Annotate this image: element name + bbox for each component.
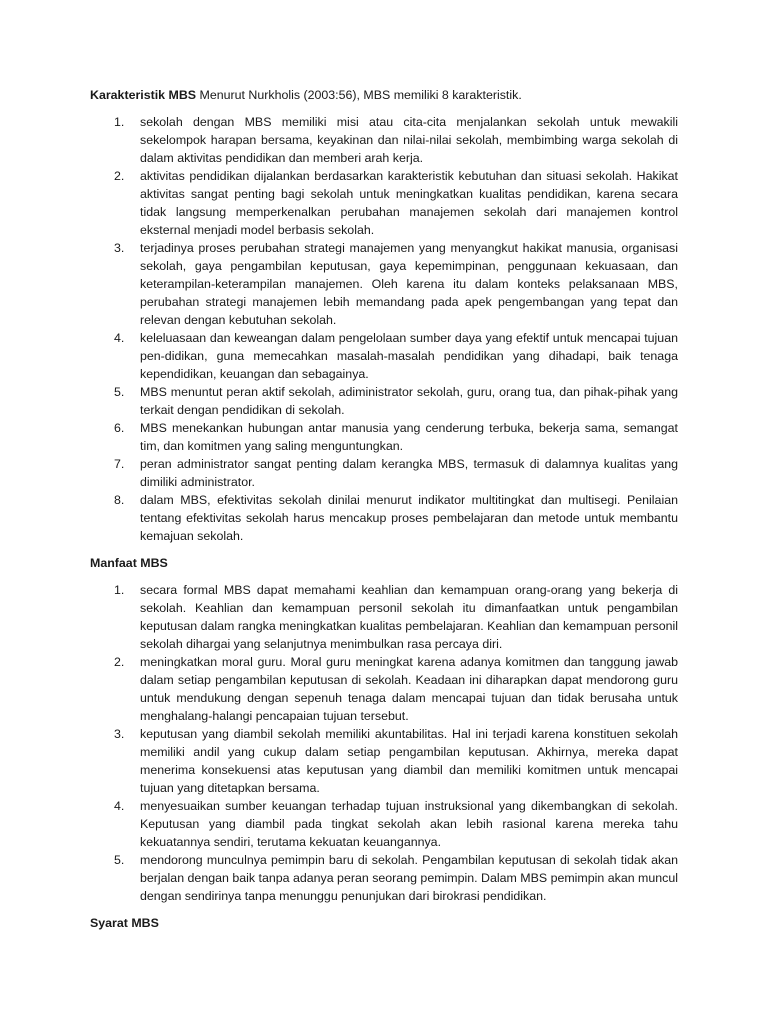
list-number: 1. [114,115,125,129]
list-number: 8. [114,493,125,507]
list-item [90,329,678,383]
list-number: 6. [114,421,125,435]
list-text: menyesuaikan sumber keuangan terhadap tujuan instruksional yang dikembangkan di sekolah. Keputusan yang diambil pada tingkat sekolah akan lebih rasional karena mereka tahu kekuatannya sendiri, terutama kekuatan keuangannya. [140,799,678,849]
list-item [90,491,678,545]
list-item [90,383,678,419]
list-text: sekolah dengan MBS memiliki misi atau cita-cita menjalankan sekolah untuk mewakili sekelompok harapan bersama, keyakinan dan nilai-nilai sekolah, membimbing warga sekolah di dalam aktivitas pendidikan dan memberi arah kerja. [140,115,678,165]
list-item [90,851,678,905]
list-item [90,419,678,455]
list-text: MBS menuntut peran aktif sekolah, adiministrator sekolah, guru, orang tua, dan pihak-pihak yang terkait dengan pendidikan di sekolah. [140,385,678,417]
list-number: 5. [114,853,125,867]
manfaat-list [90,581,678,905]
list-number: 4. [114,331,125,345]
list-number: 3. [114,727,125,741]
list-number: 2. [114,655,125,669]
list-item [90,581,678,653]
list-item [90,653,678,725]
list-text: meningkatkan moral guru. Moral guru meningkat karena adanya komitmen dan tanggung jawab dalam setiap pengambilan keputusan di sekolah. Keadaan ini diharapkan dapat mendorong guru untuk mendukung dengan sepenuh tenaga dalam mencapai tujuan dan tidak berusaha untuk menghalang-halangi pencapaian tujuan tersebut. [140,655,678,723]
list-text: peran administrator sangat penting dalam kerangka MBS, termasuk di dalamnya kualitas yang dimiliki administrator. [140,457,678,489]
list-text: aktivitas pendidikan dijalankan berdasarkan karakteristik kebutuhan dan situasi sekolah. Hakikat aktivitas sangat penting bagi sekolah untuk meningkatkan kualitas pendidikan, karena secara tidak langsung memperkenalkan perubahan manajemen sekolah dari manajemen kontrol eksternal menjadi model berbasis sekolah. [140,169,678,237]
list-item [90,239,678,329]
list-number: 7. [114,457,125,471]
list-item [90,113,678,167]
list-number: 3. [114,241,125,255]
list-number: 2. [114,169,125,183]
section-title-manfaat: Manfaat MBS [90,556,168,570]
karakteristik-list [90,113,678,545]
intro-text: Menurut Nurkholis (2003:56), MBS memiliki 8 karakteristik. [196,88,522,102]
list-item [90,167,678,239]
list-text: secara formal MBS dapat memahami keahlian dan kemampuan orang-orang yang bekerja di sekolah. Keahlian dan kemampuan personil sekolah itu dimanfaatkan untuk pengambilan keputusan dalam rangka meningkatkan kualitas pembelajaran. Keahlian dan kemampuan personil sekolah dihargai yang selanjutnya menimbulkan rasa percaya diri. [140,583,678,651]
list-number: 4. [114,799,125,813]
list-number: 5. [114,385,125,399]
list-item [90,725,678,797]
list-item [90,797,678,851]
list-text: keleluasaan dan keweangan dalam pengelolaan sumber daya yang efektif untuk mencapai tujuan pen-didikan, guna memecahkan masalah-masalah pendidikan yang dihadapi, baik tenaga kependidikan, keuangan dan sebagainya. [140,331,678,381]
list-text: dalam MBS, efektivitas sekolah dinilai menurut indikator multitingkat dan multisegi. Penilaian tentang efektivitas sekolah harus mencakup proses pembelajaran dan metode untuk membantu kemajuan sekolah. [140,493,678,543]
section-title-syarat: Syarat MBS [90,916,159,930]
list-number: 1. [114,583,125,597]
list-text: keputusan yang diambil sekolah memiliki akuntabilitas. Hal ini terjadi karena konstituen sekolah memiliki andil yang cukup dalam setiap pengambilan keputusan. Akhirnya, mereka dapat menerima konsekuensi atas keputusan yang diambil dan memiliki komitmen untuk mencapai tujuan yang ditetapkan bersama. [140,727,678,795]
intro-paragraph [90,86,678,104]
list-text: terjadinya proses perubahan strategi manajemen yang menyangkut hakikat manusia, organisasi sekolah, gaya pengambilan keputusan, gaya kepemimpinan, penggunaan kekuasaan, dan keterampilan-keterampilan manajemen. Oleh karena itu dalam konteks pelaksanaan MBS, perubahan strategi manajemen lebih memandang pada apek pengembangan yang tepat dan relevan dengan kebutuhan sekolah. [140,241,678,327]
list-text: MBS menekankan hubungan antar manusia yang cenderung terbuka, bekerja sama, semangat tim, dan komitmen yang saling menguntungkan. [140,421,678,453]
list-text: mendorong munculnya pemimpin baru di sekolah. Pengambilan keputusan di sekolah tidak akan berjalan dengan baik tanpa adanya peran seorang pemimpin. Dalam MBS pemimpin akan muncul dengan sendirinya tanpa menunggu penunjukan dari birokrasi pendidikan. [140,853,678,903]
intro-bold: Karakteristik MBS [90,88,197,102]
list-item [90,455,678,491]
